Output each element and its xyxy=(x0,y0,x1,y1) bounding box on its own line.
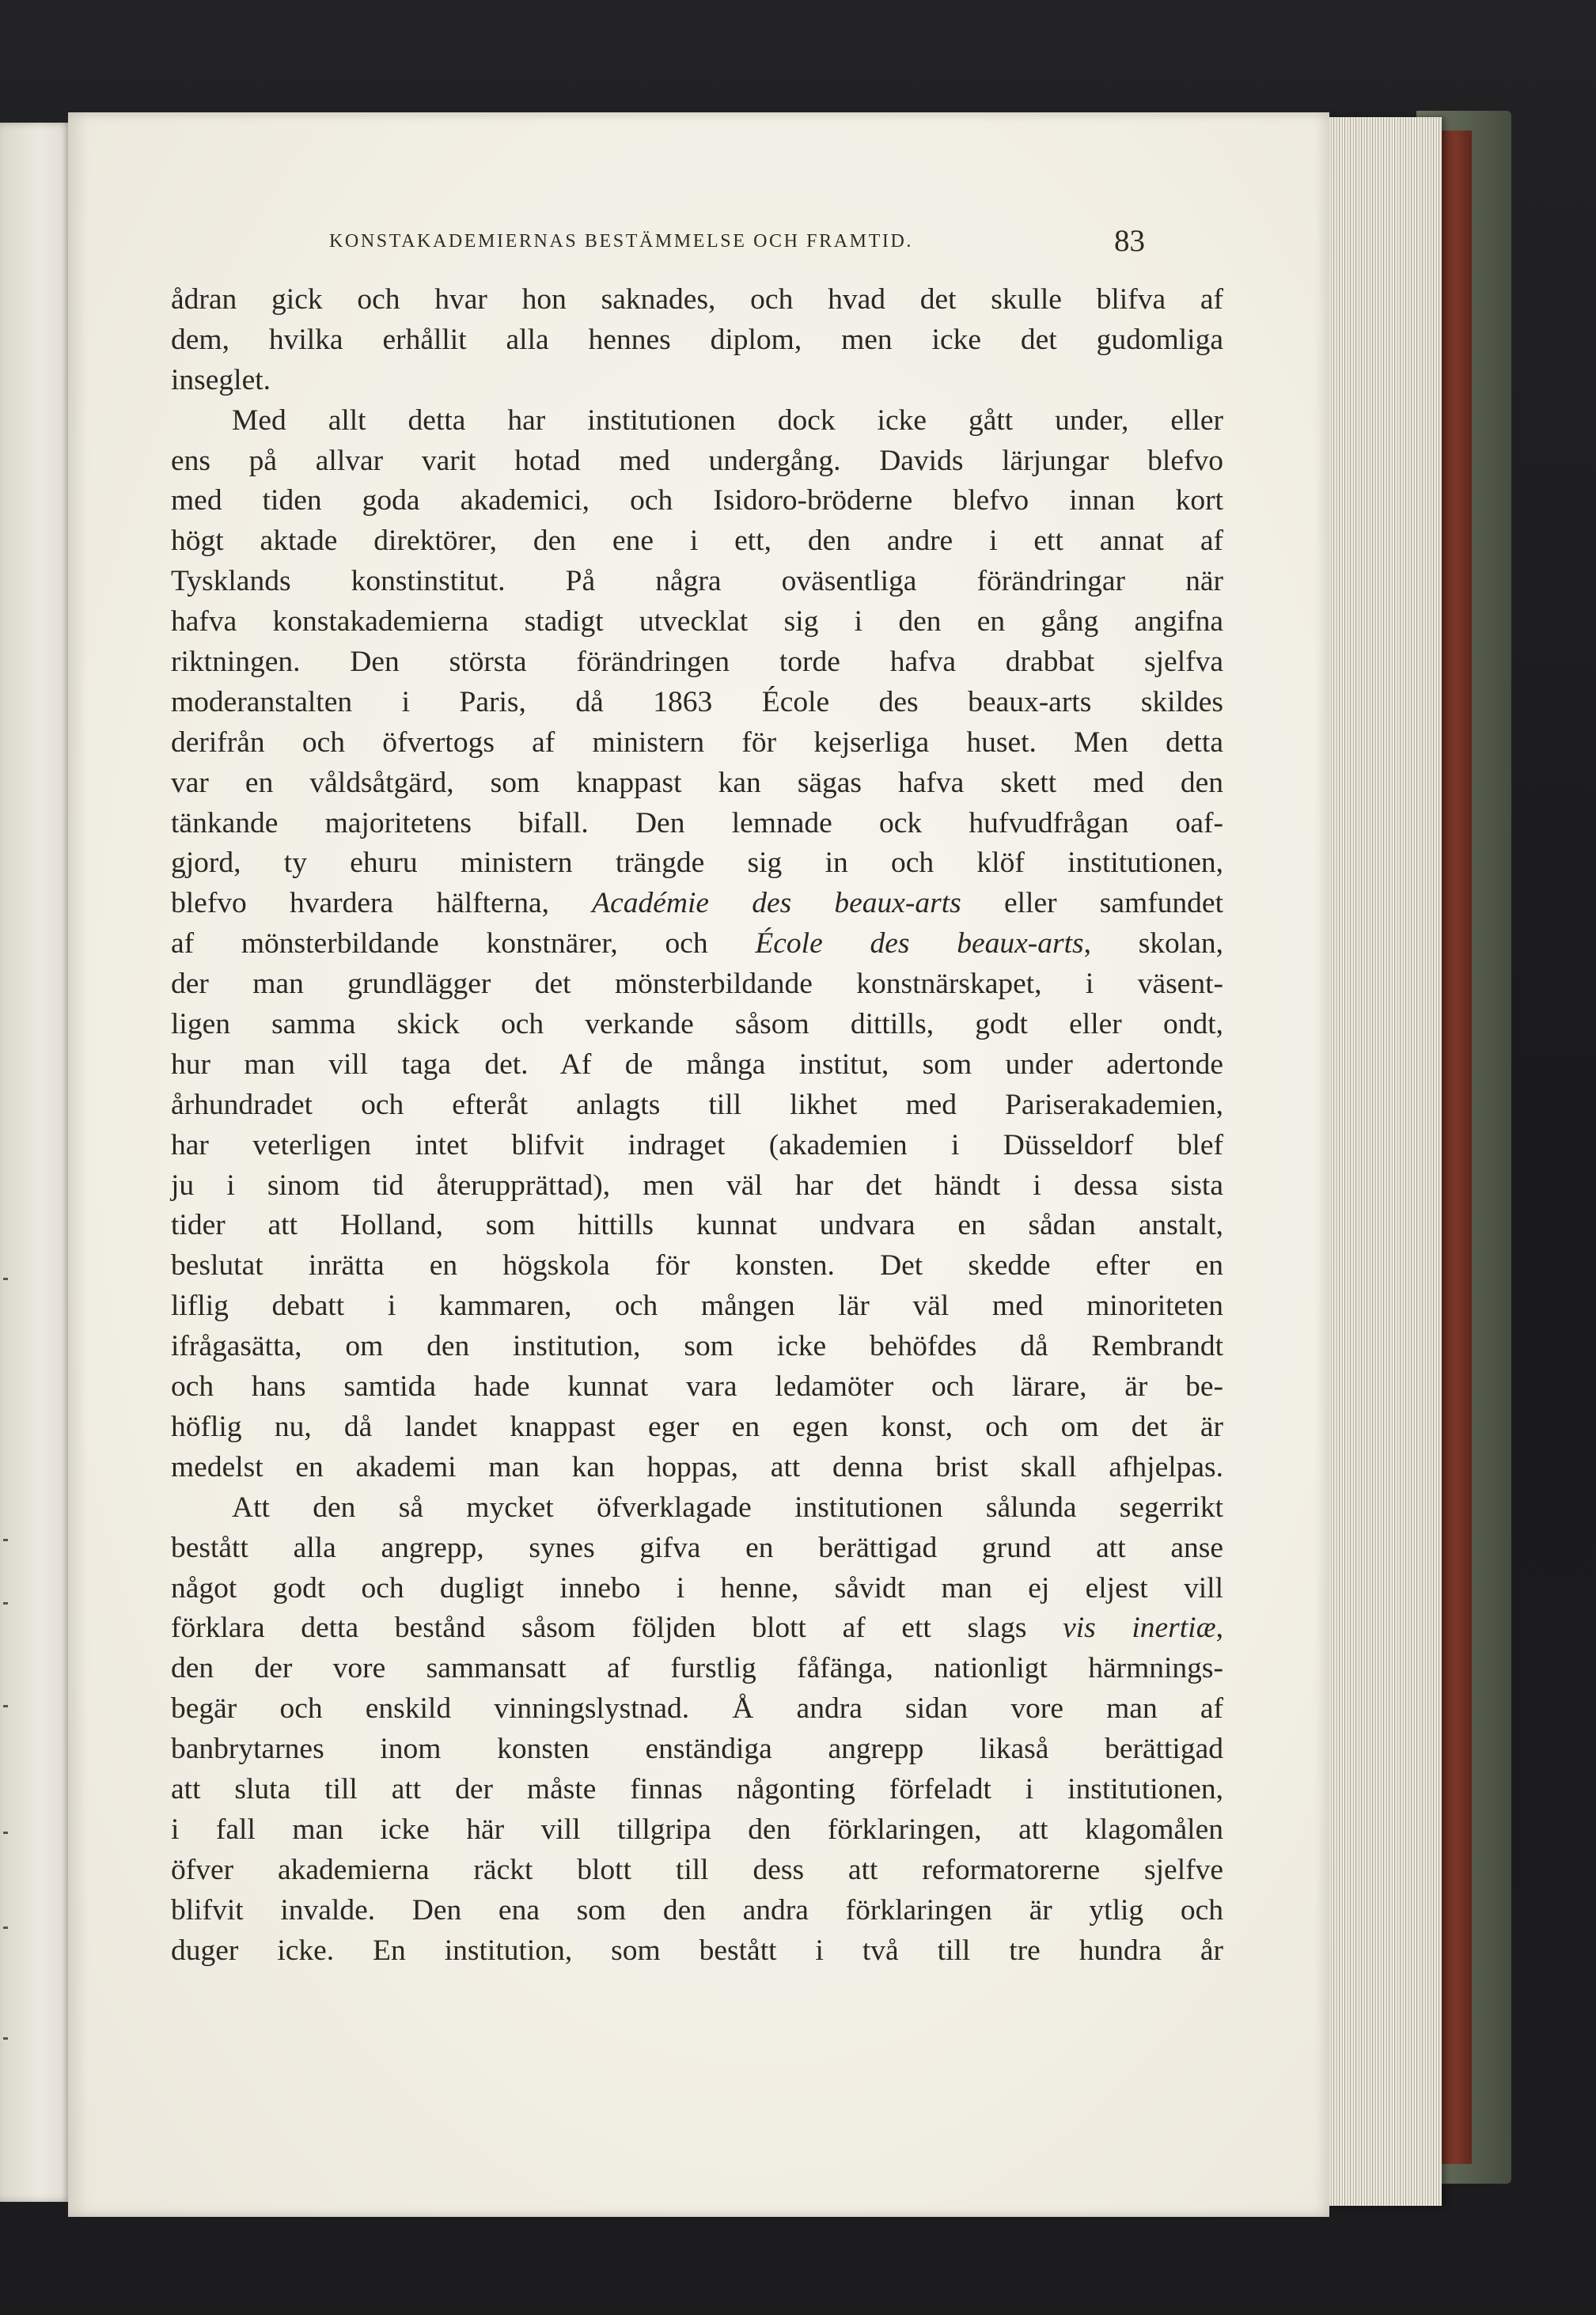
text-segment: af mönsterbildande konstnärer, och xyxy=(171,927,756,960)
text-line-with-italic xyxy=(171,1608,1223,1649)
text-line: århundradet och efteråt anlagts till likhet med Pariserakademien, xyxy=(171,1088,1223,1121)
text-line: var en våldsåtgärd, som knappast kan sägas hafva skett med den xyxy=(171,766,1223,799)
text-line: duger icke. En institution, som bestått i två till tre hundra år xyxy=(171,1934,1223,1967)
text-line: blifvit invalde. Den ena som den andra förklaringen är ytlig och xyxy=(171,1893,1223,1927)
text-line-with-italic xyxy=(171,884,1223,924)
text-line: liflig debatt i kammaren, och mången lär väl med minoriteten xyxy=(171,1290,1223,1323)
text-line: tider att Holland, som hittills kunnat undvara en sådan anstalt, xyxy=(171,1209,1223,1242)
italic-title: École des beaux-arts xyxy=(755,927,1084,960)
text-line: något godt och dugligt innebo i henne, såvidt man ej eljest vill xyxy=(171,1571,1223,1605)
text-line: ådran gick och hvar hon saknades, och hvad det skulle blifva af xyxy=(171,283,1223,316)
italic-title: Académie des beaux-arts xyxy=(592,887,961,920)
text-line: höflig nu, då landet knappast eger en egen konst, och om det är xyxy=(171,1410,1223,1443)
previous-page-edge xyxy=(0,123,73,2202)
text-line: öfver akademierna räckt blott till dess att reformatorerne sjelfve xyxy=(171,1853,1223,1886)
page-number: 83 xyxy=(1114,224,1145,258)
text-line: medelst en akademi man kan hoppas, att denna brist skall afhjelpas. xyxy=(171,1450,1223,1483)
book-page xyxy=(68,112,1329,2217)
edge-mark xyxy=(3,1832,8,1834)
text-line: dem, hvilka erhållit alla hennes diplom, men icke det gudomliga xyxy=(171,323,1223,356)
text-line: gjord, ty ehuru ministern trängde sig in och klöf institutionen, xyxy=(171,847,1223,880)
text-segment: blefvo hvardera hälfterna, xyxy=(171,887,593,920)
text-line: med tiden goda akademici, och Isidoro-bröderne blefvo innan kort xyxy=(171,484,1223,517)
edge-mark xyxy=(3,2037,8,2040)
edge-mark xyxy=(3,1705,8,1707)
running-head xyxy=(68,225,1329,264)
text-line: inseglet. xyxy=(171,363,271,396)
text-line: ifrågasätta, om den institution, som icke behöfdes då Rembrandt xyxy=(171,1330,1223,1363)
text-line: och hans samtida hade kunnat vara ledamöter och lärare, är be- xyxy=(171,1370,1223,1404)
text-segment: , skolan, xyxy=(1083,927,1223,960)
edge-mark xyxy=(3,1278,8,1280)
page-stack-edges xyxy=(1323,117,1442,2206)
body-text xyxy=(171,280,1223,1971)
text-line: tänkande majoritetens bifall. Den lemnade ock hufvudfrågan oaf- xyxy=(171,806,1223,839)
text-line: ju i sinom tid återupprättad), men väl har det händt i dessa sista xyxy=(171,1169,1223,1202)
text-line: i fall man icke här vill tillgripa den förklaringen, att klagomålen xyxy=(171,1813,1223,1846)
text-line: Med allt detta har institutionen dock icke gått under, eller xyxy=(232,404,1223,437)
text-line: beslutat inrätta en högskola för konsten. Det skedde efter en xyxy=(171,1249,1223,1283)
book-cover-lining xyxy=(1440,131,1472,2164)
text-line: hur man vill taga det. Af de många institut, som under adertonde xyxy=(171,1048,1223,1081)
text-line: har veterligen intet blifvit indraget (akademien i Düsseldorf blef xyxy=(171,1128,1223,1161)
text-line: der man grundlägger det mönsterbildande konstnärskapet, i väsent- xyxy=(171,968,1223,1001)
text-line: ligen samma skick och verkande såsom dittills, godt eller ondt, xyxy=(171,1008,1223,1041)
text-line: högt aktade direktörer, den ene i ett, den andre i ett annat af xyxy=(171,525,1223,558)
text-line: ens på allvar varit hotad med undergång. Davids lärjungar blefvo xyxy=(171,444,1223,477)
text-line: derifrån och öfvertogs af ministern för kejserliga huset. Men detta xyxy=(171,726,1223,759)
running-title: KONSTAKADEMIERNAS BESTÄMMELSE OCH FRAMTID. xyxy=(329,231,913,252)
text-line: hafva konstakademierna stadigt utvecklat sig i den en gång angifna xyxy=(171,605,1223,638)
text-line: bestått alla angrepp, synes gifva en berättigad grund att anse xyxy=(171,1531,1223,1564)
edge-mark xyxy=(3,1927,8,1929)
text-line: riktningen. Den största förändringen torde hafva drabbat sjelfva xyxy=(171,646,1223,679)
edge-mark xyxy=(3,1539,8,1541)
text-line-with-italic xyxy=(171,924,1223,964)
text-line: banbrytarnes inom konsten enständiga angrepp likaså berättigad xyxy=(171,1733,1223,1766)
edge-mark xyxy=(3,1602,8,1605)
text-segment: , xyxy=(1215,1612,1223,1645)
italic-phrase: vis inertiæ xyxy=(1063,1612,1216,1645)
text-line: den der vore sammansatt af furstlig fåfänga, nationligt härmnings- xyxy=(171,1652,1223,1685)
text-line: moderanstalten i Paris, då 1863 École des beaux-arts skildes xyxy=(171,685,1223,718)
text-line: begär och enskild vinningslystnad. Å andra sidan vore man af xyxy=(171,1692,1223,1726)
text-line: Att den så mycket öfverklagade institutionen sålunda segerrikt xyxy=(232,1491,1223,1524)
text-segment: eller samfundet xyxy=(961,887,1223,920)
text-line: att sluta till att der måste finnas någonting förfeladt i institutionen, xyxy=(171,1772,1223,1805)
text-segment: förklara detta bestånd såsom följden blott af ett slags xyxy=(171,1612,1063,1645)
text-line: Tysklands konstinstitut. På några oväsentliga förändringar när xyxy=(171,565,1223,598)
